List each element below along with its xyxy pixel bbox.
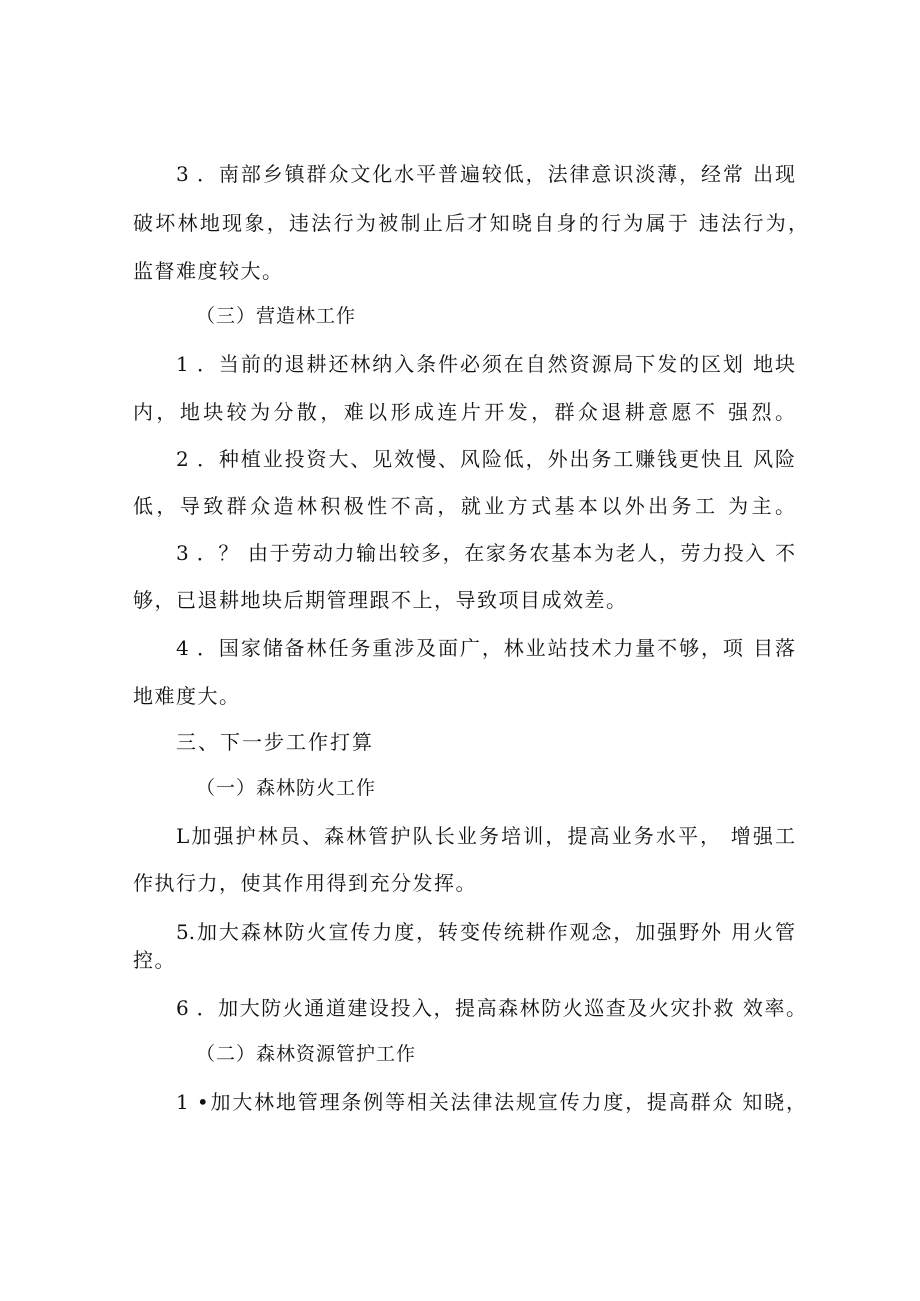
paragraph-line: 1 ．当前的退耕还林纳入条件必须在自然资源局下发的区划 地块 xyxy=(176,352,795,376)
paragraph-line: 控。 xyxy=(133,948,176,972)
chapter-heading: 三、下一步工作打算 xyxy=(176,730,374,754)
paragraph-line: L加强护林员、森林管护队长业务培训，提高业务水平， 增强工 xyxy=(176,824,795,848)
section-heading: （三）营造林工作 xyxy=(196,305,357,327)
paragraph-line: 1 •加大林地管理条例等相关法律法规宣传力度，提高群众 知晓， xyxy=(176,1090,806,1114)
paragraph-line: 3 ．南部乡镇群众文化水平普遍较低，法律意识淡薄，经常 出现 xyxy=(176,162,795,186)
paragraph-line: 2 ．种植业投资大、见效慢、风险低，外出务工赚钱更快且 风险 xyxy=(176,447,795,471)
paragraph-line: 监督难度较大。 xyxy=(133,259,284,283)
paragraph-line: 作执行力，使其作用得到充分发挥。 xyxy=(133,871,477,895)
paragraph-line: 够，已退耕地块后期管理跟不上，导致项目成效差。 xyxy=(133,588,628,612)
paragraph-line: 地难度大。 xyxy=(133,684,241,708)
paragraph-line: 破坏林地现象，违法行为被制止后才知晓自身的行为属于 违法行为， xyxy=(133,211,808,235)
paragraph-line: 5.加大森林防火宣传力度，转变传统耕作观念，加强野外 用火管 xyxy=(176,920,795,944)
paragraph-line: 低，导致群众造林积极性不高，就业方式基本以外出务工 为主。 xyxy=(133,494,795,518)
paragraph-line: 内，地块较为分散，难以形成连片开发，群众退耕意愿不 强烈。 xyxy=(133,400,795,424)
section-heading: （一）森林防火工作 xyxy=(196,777,377,799)
paragraph-line: 3 ．？ 由于劳动力输出较多，在家务农基本为老人，劳力投入 不 xyxy=(176,541,795,565)
paragraph-line: 4 ．国家储备林任务重涉及面广，林业站技术力量不够，项 目落 xyxy=(176,636,795,660)
section-heading: （二）森林资源管护工作 xyxy=(196,1043,417,1065)
paragraph-line: 6 ．加大防火通道建设投入，提高森林防火巡查及火灾扑救 效率。 xyxy=(176,996,806,1020)
